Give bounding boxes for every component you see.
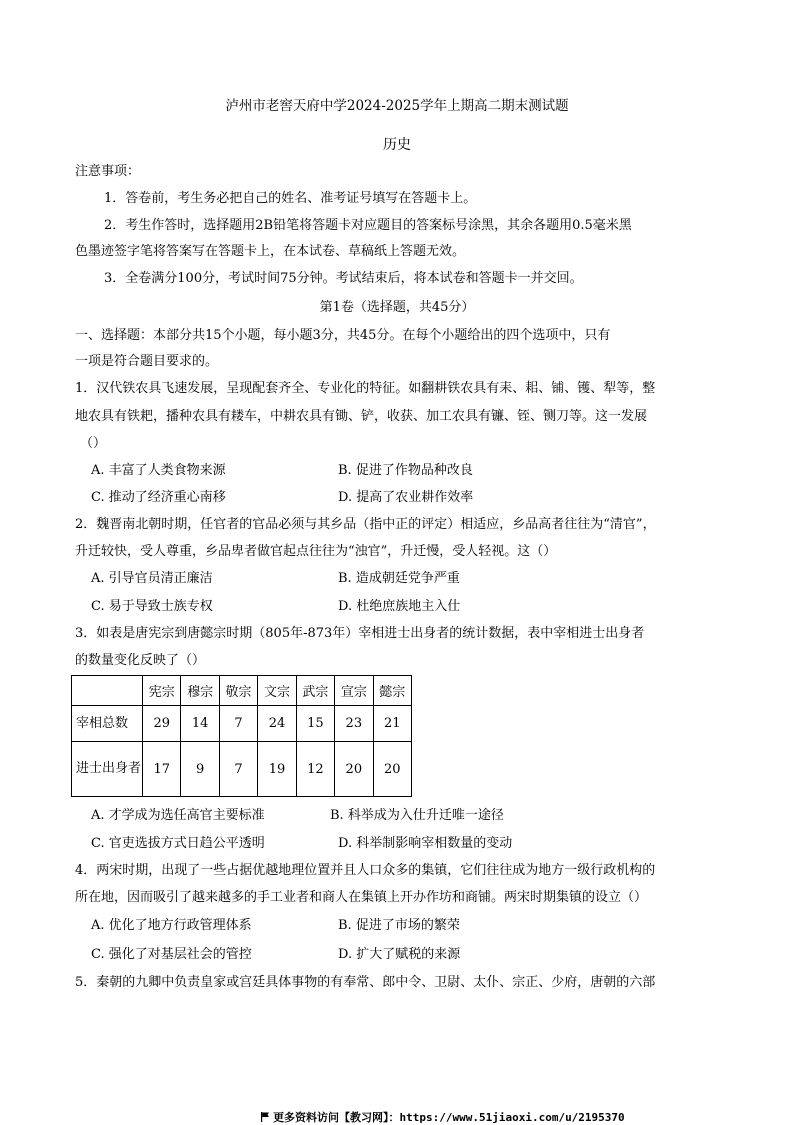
table-cell: 7: [219, 742, 257, 797]
table-row: [72, 742, 412, 797]
q1-option-d: D. 提高了农业耕作效率: [338, 490, 474, 505]
table-cell: 19: [258, 742, 296, 797]
section-intro-line-2: 一项是符合题目要求的。: [75, 354, 219, 369]
table-cell: 9: [181, 742, 219, 797]
q1-line-3: （）: [80, 436, 107, 451]
q1-option-b: B. 促进了作物品种改良: [338, 463, 473, 478]
notice-item-2-cont: 色墨迹签字笔将答案写在答题卡上，在本试卷、草稿纸上答题无效。: [75, 244, 466, 259]
q3-line-1: 3．如表是唐宪宗到唐懿宗时期（805年-873年）宰相进士出身者的统计数据，表中宰相进士出身者: [75, 626, 645, 641]
q2-line-2: 升迁较快，受人尊重，乡品卑者做官起点往往为“浊官”，升迁慢，受人轻视。这（）: [75, 544, 557, 559]
table-cell: 14: [181, 706, 219, 742]
notice-item-2: 2．考生作答时，选择题用2B铅笔将答题卡对应题目的答案标号涂黑，其余各题用0.5毫米黑: [104, 218, 632, 233]
section-title: 第1卷（选择题，共45分）: [319, 300, 475, 315]
table-cell: 23: [335, 706, 373, 742]
table-col-header: 宣宗: [335, 676, 373, 706]
table-col-header: 宪宗: [143, 676, 181, 706]
q3-option-c: C. 官吏选拔方式日趋公平透明: [91, 836, 265, 851]
notice-item-3: 3．全卷满分100分，考试时间75分钟。考试结束后，将本试卷和答题卡一并交回。: [104, 271, 583, 286]
q4-option-c: C. 强化了对基层社会的管控: [91, 947, 252, 962]
q4-option-d: D. 扩大了赋税的来源: [338, 947, 461, 962]
q2-option-d: D. 杜绝庶族地主入仕: [338, 599, 461, 614]
footer-text: 更多资料访问【教习网】：https://www.51jiaoxi.com/u/2195370: [273, 1111, 625, 1124]
q4-option-a: A. 优化了地方行政管理体系: [91, 918, 252, 933]
table-col-header: 敬宗: [219, 676, 257, 706]
section-intro-line-1: 一、选择题：本部分共15个小题，每小题3分，共45分。在每个小题给出的四个选项中，只有: [75, 328, 611, 343]
q3-option-d: D. 科举制影响宰相数量的变动: [338, 836, 513, 851]
table-col-header: 懿宗: [373, 676, 411, 706]
q4-option-b: B. 促进了市场的繁荣: [338, 918, 460, 933]
q2-option-c: C. 易于导致士族专权: [91, 599, 213, 614]
q3-option-a: A. 才学成为选任高官主要标准: [91, 808, 265, 823]
q2-option-a: A. 引导官员清正廉洁: [91, 571, 213, 586]
table-cell: 17: [143, 742, 181, 797]
table-cell: 21: [373, 706, 411, 742]
table-cell: 20: [335, 742, 373, 797]
table-cell: 20: [373, 742, 411, 797]
table-header-row: [72, 676, 412, 706]
exam-title: 泸州市老窖天府中学2024-2025学年上期高二期末测试题: [225, 98, 569, 114]
q4-line-2: 所在地，因而吸引了越来越多的手工业者和商人在集镇上开办作坊和商铺。两宋时期集镇的设立（）: [75, 890, 648, 905]
notice-item-1: 1．答卷前，考生务必把自己的姓名、准考证号填写在答题卡上。: [104, 191, 477, 206]
q4-line-1: 4．两宋时期，出现了一些占据优越地理位置并且人口众多的集镇，它们往往成为地方一级行政机构的: [75, 863, 656, 878]
flag-icon: [260, 1112, 270, 1125]
q1-option-c: C. 推动了经济重心南移: [91, 490, 226, 505]
q3-data-table: [71, 675, 412, 797]
table-col-header: 武宗: [296, 676, 334, 706]
table-cell: 12: [296, 742, 334, 797]
q1-line-1: 1．汉代铁农具飞速发展，呈现配套齐全、专业化的特征。如翻耕铁农具有耒、耜、铺、镬、犁等，整: [75, 381, 656, 396]
q1-option-a: A. 丰富了人类食物来源: [91, 463, 226, 478]
q2-line-1: 2．魏晋南北朝时期，任官者的官品必须与其乡品（指中正的评定）相适应，乡品高者往往为“清官”，: [75, 517, 656, 532]
table-cell: 24: [258, 706, 296, 742]
table-col-header: 文宗: [258, 676, 296, 706]
notice-heading: 注意事项：: [75, 164, 141, 179]
table-row-label: 进士出身者: [72, 742, 143, 797]
q3-option-b: B. 科举成为入仕升迁唯一途径: [330, 808, 504, 823]
table-cell: 15: [296, 706, 334, 742]
table-corner-cell: [72, 676, 143, 706]
table-row-label: 宰相总数: [72, 706, 143, 742]
subject-title: 历史: [383, 137, 411, 153]
footer-link[interactable]: [260, 1109, 625, 1125]
table-cell: 29: [143, 706, 181, 742]
table-col-header: 穆宗: [181, 676, 219, 706]
table-row: [72, 706, 412, 742]
q3-line-2: 的数量变化反映了（）: [75, 653, 206, 668]
q5-line-1: 5．秦朝的九卿中负责皇家或宫廷具体事物的有奉常、郎中令、卫尉、太仆、宗正、少府，唐朝的六部: [75, 975, 656, 990]
q1-line-2: 地农具有铁耙，播种农具有耧车，中耕农具有锄、铲，收获、加工农具有镰、铚、铡刀等。这一发展: [75, 409, 648, 424]
q2-option-b: B. 造成朝廷党争严重: [338, 571, 460, 586]
table-cell: 7: [219, 706, 257, 742]
